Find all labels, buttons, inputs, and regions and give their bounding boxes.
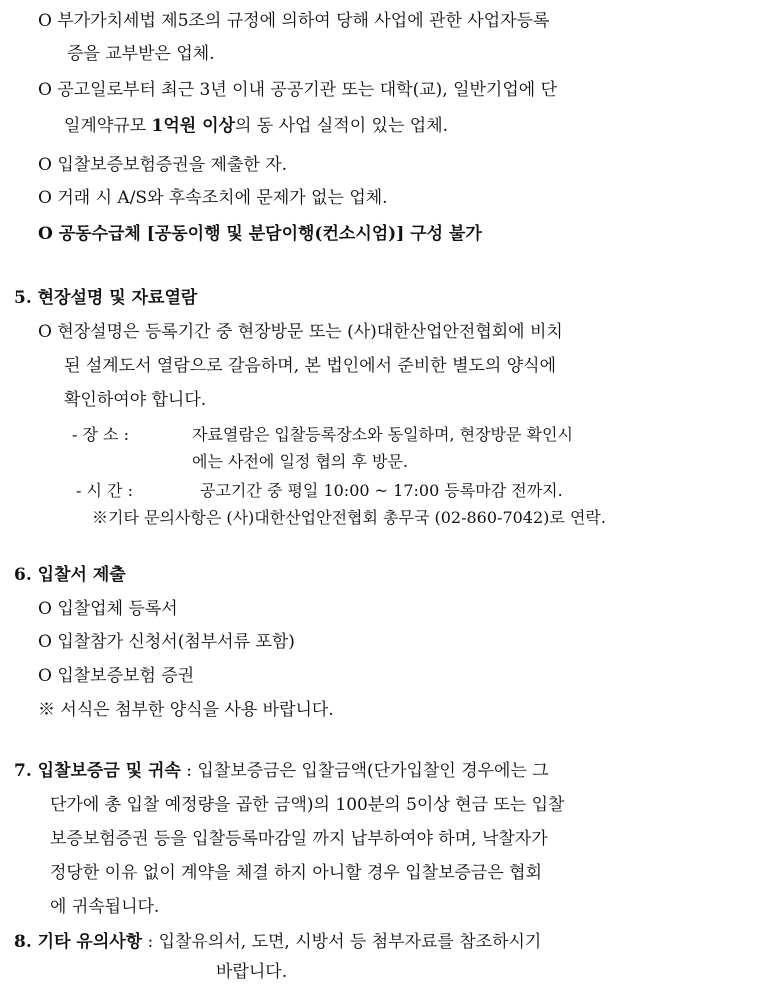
- eligibility-item-5: O 공동수급체 [공동이행 및 분담이행(컨소시엄)] 구성 불가: [38, 224, 482, 244]
- section-5-paragraph-line-1: O 현장설명은 등록기간 중 현장방문 또는 (사)대한산업안전협회에 비치: [38, 322, 563, 342]
- submission-item-3: O 입찰보증보험 증권: [38, 666, 195, 686]
- submission-item-1: O 입찰업체 등록서: [38, 599, 178, 619]
- time-text: 공고기간 중 평일 10:00 ~ 17:00 등록마감 전까지.: [200, 481, 563, 500]
- section-7-line-5: 에 귀속됩니다.: [50, 897, 160, 917]
- section-7-heading: 7. 입찰보증금 및 귀속: [14, 761, 181, 781]
- eligibility-item-3: O 입찰보증보험증권을 제출한 자.: [38, 155, 288, 175]
- eligibility-item-2-line-2: [64, 114, 448, 138]
- eligibility-item-1-line-1: O 부가가치세법 제5조의 규정에 의하여 당해 사업에 관한 사업자등록: [38, 11, 550, 31]
- place-line-2: 에는 사전에 일정 협의 후 방문.: [192, 452, 408, 471]
- section-7-line-3: 보증보험증권 등을 입찰등록마감일 까지 납부하여야 하며, 낙찰자가: [50, 829, 548, 849]
- submission-item-2: O 입찰참가 신청서(첨부서류 포함): [38, 632, 295, 652]
- eligibility-item-1-line-2: 증을 교부받은 업체.: [67, 44, 215, 64]
- time-label: - 시 간 :: [76, 481, 133, 500]
- eligibility-item-2-line-1: O 공고일로부터 최근 3년 이내 공공기관 또는 대학(교), 일반기업에 단: [38, 80, 558, 100]
- section-8-line-2: 바랍니다.: [216, 962, 288, 982]
- section-7-line-2: 단가에 총 입찰 예정량을 곱한 금액)의 100분의 5이상 현금 또는 입찰: [50, 795, 565, 815]
- section-7-line-4: 정당한 이유 없이 계약을 체결 하지 아니할 경우 입찰보증금은 협회: [50, 863, 543, 883]
- section-8-heading: 8. 기타 유의사항: [14, 932, 143, 952]
- section-7-line-1-text: : 입찰보증금은 입찰금액(단가입찰인 경우에는 그: [180, 761, 549, 781]
- eligibility-item-4: O 거래 시 A/S와 후속조치에 문제가 없는 업체.: [38, 188, 388, 208]
- submission-note: ※ 서식은 첨부한 양식을 사용 바랍니다.: [38, 700, 334, 720]
- section-6-heading: 6. 입찰서 제출: [14, 565, 126, 585]
- section-8-line-1: [14, 930, 541, 954]
- section-7-line-1: [14, 759, 549, 783]
- eligibility-item-2-post: 의 동 사업 실적이 있는 업체.: [234, 116, 449, 136]
- place-line-1: 자료열람은 입찰등록장소와 동일하며, 현장방문 확인시: [192, 425, 573, 444]
- contact-note: ※기타 문의사항은 (사)대한산업안전협회 총무국 (02-860-7042)로 연락.: [92, 508, 606, 527]
- place-label: - 장 소 :: [72, 425, 129, 444]
- eligibility-item-2-pre: 일계약규모: [64, 116, 152, 136]
- section-5-heading: 5. 현장설명 및 자료열람: [14, 288, 198, 308]
- section-8-line-1-text: : 입찰유의서, 도면, 시방서 등 첨부자료를 참조하시기: [142, 932, 542, 952]
- section-5-paragraph-line-2: 된 설계도서 열람으로 갈음하며, 본 법인에서 준비한 별도의 양식에: [64, 356, 557, 376]
- eligibility-item-2-emphasis: 1억원 이상: [151, 116, 235, 136]
- section-5-paragraph-line-3: 확인하여야 합니다.: [64, 390, 207, 410]
